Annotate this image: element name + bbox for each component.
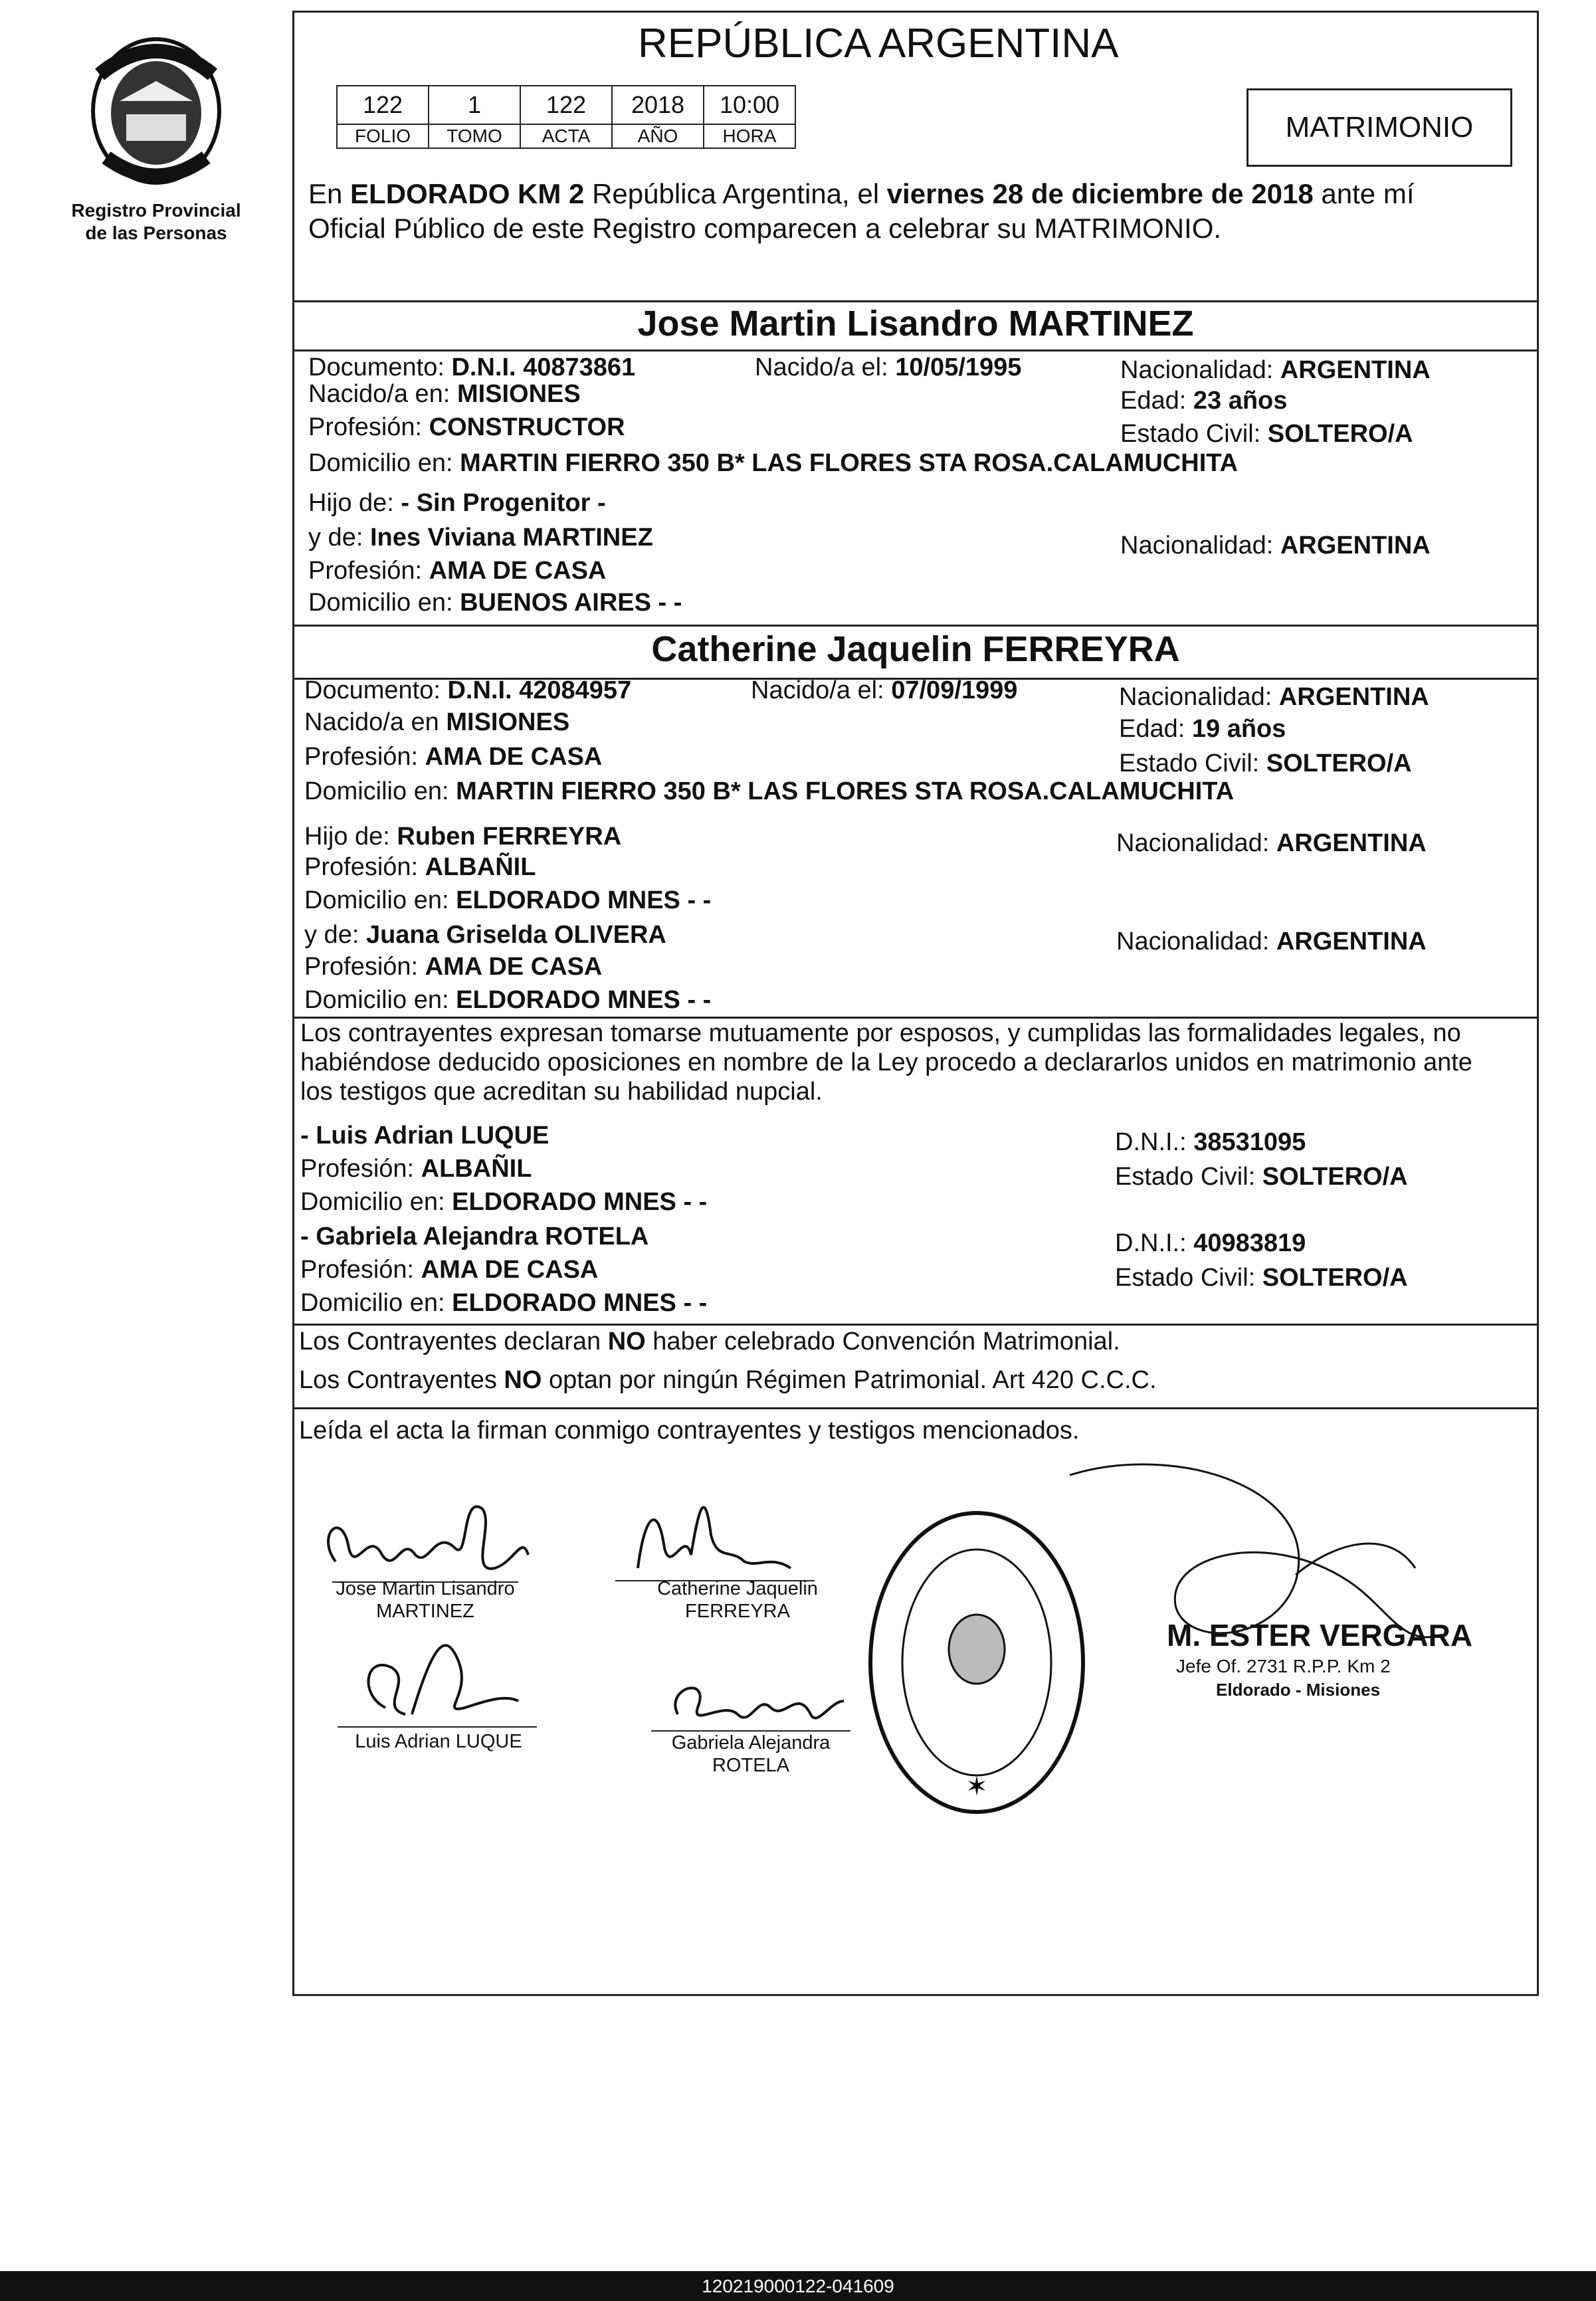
signature-line [338,1726,537,1728]
spouse2-hijo-de: Hijo de: Ruben FERREYRA [304,823,622,850]
spouse1-estado-civil: Estado Civil: SOLTERO/A [1120,420,1413,448]
official-name: M. ESTER VERGARA [1167,1618,1473,1652]
witness1-profesion: Profesión: ALBAÑIL [300,1155,532,1183]
declaration-line1: Los contrayentes expresan tomarse mutuamente por esposos, y cumplidas las formalidades legales, no [300,1019,1461,1047]
spouse1-madre-domicilio: Domicilio en: BUENOS AIRES - - [308,589,682,617]
spouse2-edad: Edad: 19 años [1119,715,1286,743]
witness2-dni: D.N.I.: 40983819 [1115,1229,1306,1257]
declaration-line2: habiéndose deducido oposiciones en nombre de la Ley procedo a declararlos unidos en matrimonio ante [300,1049,1472,1076]
closing-statement: Leída el acta la firman conmigo contrayentes y testigos mencionados. [299,1417,1080,1445]
spouse1-madre-nacionalidad: Nacionalidad: ARGENTINA [1120,532,1431,559]
registry-table [336,85,796,149]
spouse2-domicilio: Domicilio en: MARTIN FIERRO 350 B* LAS FLORES STA ROSA.CALAMUCHITA [304,777,1235,805]
record-type-box: MATRIMONIO [1247,88,1512,167]
declaration-line3: los testigos que acreditan su habilidad nupcial. [300,1078,823,1106]
spouse2-nacionalidad: Nacionalidad: ARGENTINA [1119,683,1429,711]
spouse2-profesion: Profesión: AMA DE CASA [304,743,603,771]
witness2-profesion: Profesión: AMA DE CASA [300,1256,599,1284]
signature-label-witness2: Gabriela Alejandra ROTELA [671,1732,831,1776]
signature-spouse2-icon [618,1475,831,1588]
signature-witness2-icon [651,1661,850,1741]
spouse1-madre-profesion: Profesión: AMA DE CASA [308,557,607,585]
signature-witness1-icon [332,1621,532,1728]
divider [292,1407,1539,1409]
intro-line2: Oficial Público de este Registro comparecen a celebrar su MATRIMONIO. [308,213,1222,244]
folio-value: 122 [337,86,429,124]
page-title: REPÚBLICA ARGENTINA [638,21,1119,66]
acta-value: 122 [520,86,612,124]
regime-line2: Los Contrayentes NO optan por ningún Régimen Patrimonial. Art 420 C.C.C. [299,1366,1157,1394]
spouse1-nacionalidad: Nacionalidad: ARGENTINA [1120,356,1431,384]
spouse1-nacido-en: Nacido/a en: MISIONES [308,380,581,408]
logo-caption-line1: Registro Provincial [71,200,241,221]
official-place: Eldorado - Misiones [1216,1680,1381,1700]
witness1-domicilio: Domicilio en: ELDORADO MNES - - [300,1188,708,1216]
intro-line1: En ELDORADO KM 2 República Argentina, el viernes 28 de diciembre de 2018 ante mí [308,178,1415,209]
witness1-name: - Luis Adrian LUQUE [300,1122,549,1150]
logo-caption [47,199,266,245]
acta-label: ACTA [520,124,612,148]
spouse1-edad: Edad: 23 años [1120,387,1288,415]
divider [292,1324,1539,1326]
spouse2-nacido-en: Nacido/a en MISIONES [304,708,570,736]
signature-label-witness1: Luis Adrian LUQUE [355,1731,522,1752]
divider [292,625,1539,627]
spouse1-nacido-el: Nacido/a el: 10/05/1995 [755,353,1022,381]
spouse2-documento: Documento: D.N.I. 42084957 [304,676,632,704]
signature-label-spouse2: Catherine Jaquelin FERREYRA [657,1578,818,1622]
spouse2-madre-domicilio: Domicilio en: ELDORADO MNES - - [304,986,712,1014]
svg-text:✶: ✶ [965,1771,988,1802]
spouse2-name: Catherine Jaquelin FERREYRA [651,629,1180,669]
spouse2-y-de: y de: Juana Griselda OLIVERA [304,921,666,949]
witness2-estado-civil: Estado Civil: SOLTERO/A [1115,1264,1408,1292]
official-title: Jefe Of. 2731 R.P.P. Km 2 [1176,1656,1391,1676]
witness2-domicilio: Domicilio en: ELDORADO MNES - - [300,1289,708,1317]
folio-label: FOLIO [337,124,429,148]
divider [292,300,1539,302]
spouse2-padre-nacionalidad: Nacionalidad: ARGENTINA [1116,829,1427,857]
spouse1-domicilio: Domicilio en: MARTIN FIERRO 350 B* LAS FLORES STA ROSA.CALAMUCHITA [308,449,1239,477]
anio-value: 2018 [612,86,704,124]
spouse1-name: Jose Martin Lisandro MARTINEZ [637,304,1194,344]
hora-label: HORA [704,124,795,148]
tomo-label: TOMO [429,124,520,148]
divider [292,350,1539,351]
spouse2-padre-domicilio: Domicilio en: ELDORADO MNES - - [304,886,712,914]
signature-label-spouse1: Jose Martin Lisandro MARTINEZ [336,1578,515,1622]
spouse1-profesion: Profesión: CONSTRUCTOR [308,413,625,441]
witness1-dni: D.N.I.: 38531095 [1115,1128,1306,1156]
regime-line1: Los Contrayentes declaran NO haber celebrado Convención Matrimonial. [299,1328,1120,1355]
spouse1-y-de: y de: Ines Viviana MARTINEZ [308,524,653,551]
spouse2-madre-nacionalidad: Nacionalidad: ARGENTINA [1116,928,1427,955]
witness1-estado-civil: Estado Civil: SOLTERO/A [1115,1163,1408,1191]
spouse2-padre-profesion: Profesión: ALBAÑIL [304,853,536,881]
anio-label: AÑO [612,124,704,148]
spouse2-madre-profesion: Profesión: AMA DE CASA [304,953,603,981]
provincial-coat-of-arms-icon [80,35,233,194]
spouse1-hijo-de: Hijo de: - Sin Progenitor - [308,489,606,517]
witness2-name: - Gabriela Alejandra ROTELA [300,1223,649,1251]
spouse2-estado-civil: Estado Civil: SOLTERO/A [1119,750,1412,777]
spouse2-nacido-el: Nacido/a el: 07/09/1999 [751,676,1018,704]
logo-caption-line2: de las Personas [85,223,227,243]
tomo-value: 1 [429,86,520,124]
hora-value: 10:00 [704,86,795,124]
footer-code: 120219000122-041609 [0,2271,1596,2301]
spouse1-documento: Documento: D.N.I. 40873861 [308,353,636,381]
